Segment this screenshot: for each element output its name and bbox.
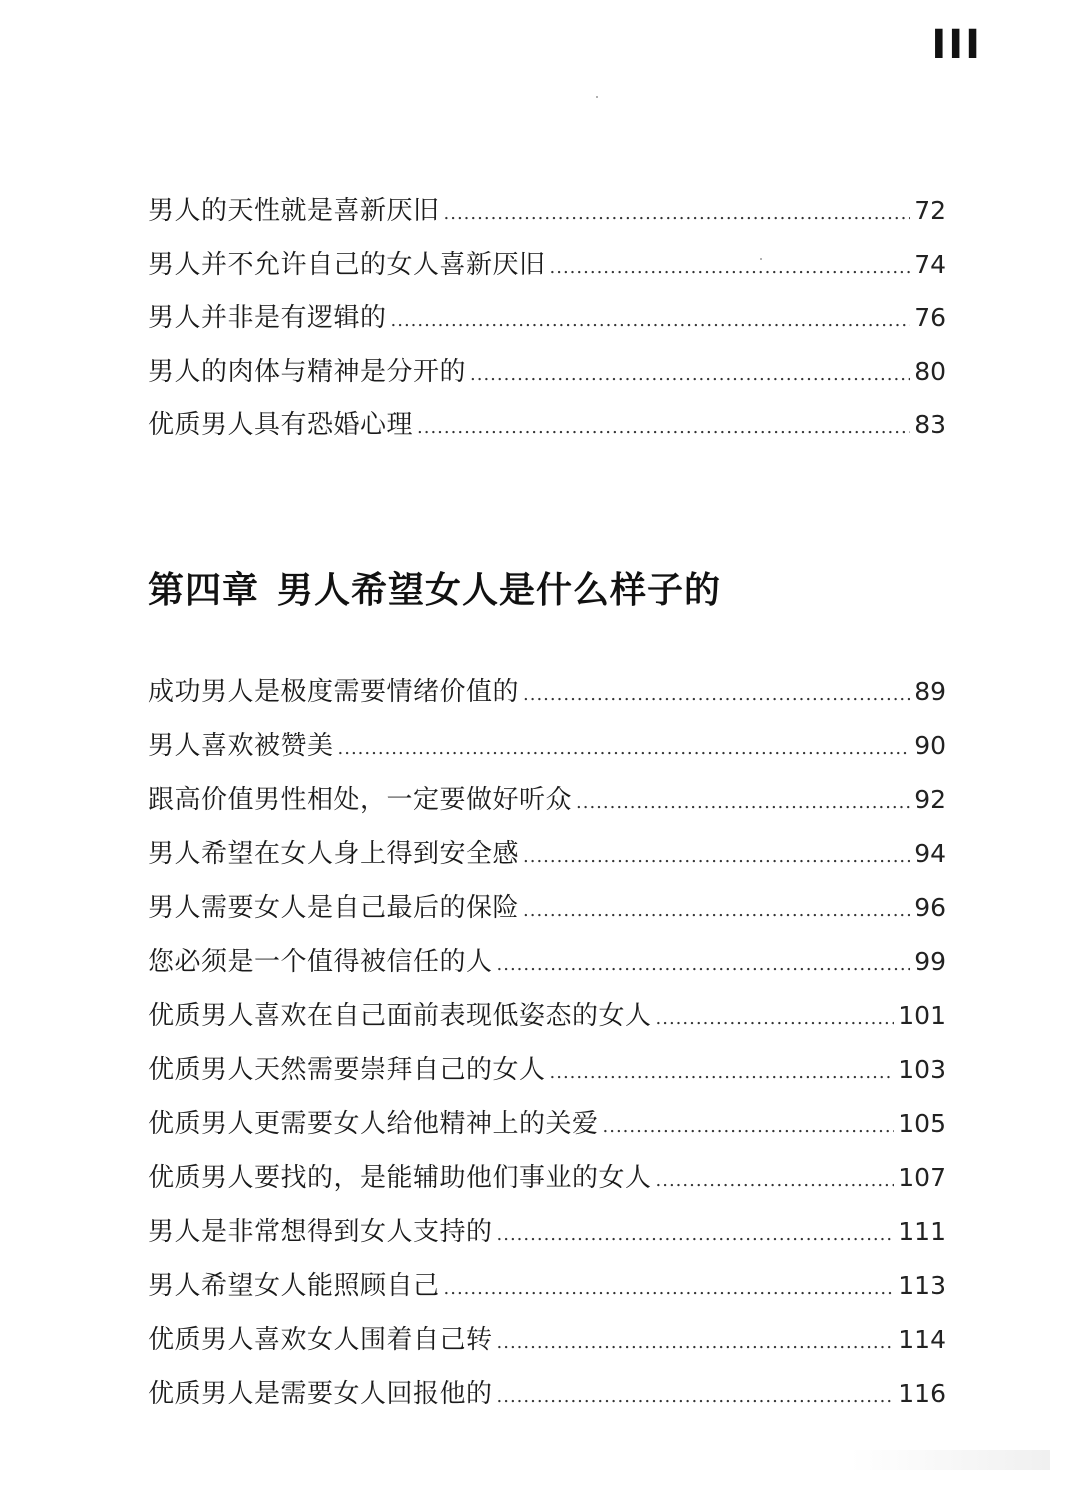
toc-entry-title: 男人是非常想得到女人支持的	[148, 1217, 493, 1247]
toc-entry-title: 成功男人是极度需要情绪价值的	[148, 677, 520, 707]
toc-entry[interactable]	[148, 291, 946, 345]
toc-entry-title: 男人喜欢被赞美	[148, 731, 334, 761]
toc-section-top	[148, 184, 946, 452]
toc-entry-page: 103	[898, 1055, 946, 1084]
toc-entry[interactable]	[148, 1367, 946, 1421]
toc-entry-page: 96	[914, 893, 946, 922]
toc-entry-page: 83	[914, 410, 946, 439]
toc-entry-title: 优质男人天然需要崇拜自己的女人	[148, 1055, 546, 1085]
toc-leader-dots	[497, 1208, 895, 1262]
toc-entry-page: 114	[898, 1325, 946, 1354]
scan-speck	[596, 96, 598, 98]
toc-entry[interactable]	[148, 935, 946, 989]
toc-entry[interactable]	[148, 719, 946, 773]
toc-entry-title: 男人并非是有逻辑的	[148, 303, 387, 333]
toc-leader-dots	[603, 1100, 895, 1154]
toc-entry-title: 跟高价值男性相处，一定要做好听众	[148, 785, 573, 815]
toc-entry-page: 76	[914, 303, 946, 332]
toc-leader-dots	[497, 1370, 895, 1424]
toc-leader-dots	[523, 668, 910, 722]
toc-entry[interactable]	[148, 1097, 946, 1151]
toc-entry-title: 男人希望女人能照顾自己	[148, 1271, 440, 1301]
chapter-title: 男人希望女人是什么样子的	[277, 569, 722, 611]
toc-leader-dots	[576, 776, 910, 830]
chapter-number: 第四章	[148, 569, 260, 611]
toc-entry[interactable]	[148, 1205, 946, 1259]
toc-entry-page: 116	[898, 1379, 946, 1408]
toc-entry[interactable]	[148, 238, 946, 292]
toc-entry[interactable]	[148, 1151, 946, 1205]
toc-leader-dots	[523, 884, 910, 938]
toc-entry-title: 优质男人要找的，是能辅助他们事业的女人	[148, 1163, 652, 1193]
toc-chapter-4	[148, 665, 946, 1421]
toc-entry[interactable]	[148, 827, 946, 881]
toc-leader-dots	[656, 1154, 895, 1208]
chapter-heading	[148, 562, 721, 613]
scan-shadow	[850, 1450, 1050, 1470]
toc-leader-dots	[550, 241, 911, 295]
toc-entry-page: 89	[914, 677, 946, 706]
toc-leader-dots	[470, 348, 910, 402]
toc-entry-title: 男人希望在女人身上得到安全感	[148, 839, 520, 869]
toc-entry-page: 92	[914, 785, 946, 814]
toc-entry-title: 优质男人是需要女人回报他的	[148, 1379, 493, 1409]
toc-entry[interactable]	[148, 1043, 946, 1097]
toc-entry[interactable]	[148, 881, 946, 935]
toc-leader-dots	[444, 187, 911, 241]
toc-entry[interactable]	[148, 1259, 946, 1313]
toc-entry[interactable]	[148, 989, 946, 1043]
toc-entry[interactable]	[148, 1313, 946, 1367]
toc-entry[interactable]	[148, 398, 946, 452]
toc-entry-title: 优质男人喜欢女人围着自己转	[148, 1325, 493, 1355]
toc-leader-dots	[417, 401, 910, 455]
page-number: III	[931, 22, 982, 68]
toc-entry-page: 113	[898, 1271, 946, 1300]
toc-leader-dots	[444, 1262, 895, 1316]
toc-entry-page: 72	[914, 196, 946, 225]
toc-entry-title: 优质男人喜欢在自己面前表现低姿态的女人	[148, 1001, 652, 1031]
toc-entry-title: 男人的肉体与精神是分开的	[148, 356, 467, 387]
toc-entry-title: 优质男人更需要女人给他精神上的关爱	[148, 1109, 599, 1139]
toc-leader-dots	[338, 722, 911, 776]
toc-entry-page: 105	[898, 1109, 946, 1138]
toc-entry-page: 107	[898, 1163, 946, 1192]
toc-leader-dots	[497, 938, 911, 992]
toc-entry[interactable]	[148, 184, 946, 238]
toc-entry-page: 99	[914, 947, 946, 976]
toc-entry-title: 优质男人具有恐婚心理	[148, 410, 414, 440]
toc-entry-title: 男人的天性就是喜新厌旧	[148, 196, 440, 226]
toc-entry-page: 94	[914, 839, 946, 868]
toc-leader-dots	[523, 830, 910, 884]
toc-entry-title: 男人并不允许自己的女人喜新厌旧	[148, 249, 546, 280]
toc-entry-page: 90	[914, 731, 946, 760]
toc-entry-page: 74	[914, 249, 946, 279]
toc-entry[interactable]	[148, 665, 946, 719]
toc-entry-title: 男人需要女人是自己最后的保险	[148, 893, 520, 923]
toc-entry-page: 101	[898, 1001, 946, 1030]
toc-entry[interactable]	[148, 345, 946, 399]
toc-entry-page: 111	[898, 1217, 946, 1246]
toc-entry-title: 您必须是一个值得被信任的人	[148, 947, 493, 977]
toc-entry[interactable]	[148, 773, 946, 827]
toc-entry-page: 80	[914, 356, 946, 386]
toc-leader-dots	[550, 1046, 895, 1100]
toc-leader-dots	[656, 992, 895, 1046]
toc-leader-dots	[497, 1316, 895, 1370]
toc-leader-dots	[391, 294, 911, 348]
